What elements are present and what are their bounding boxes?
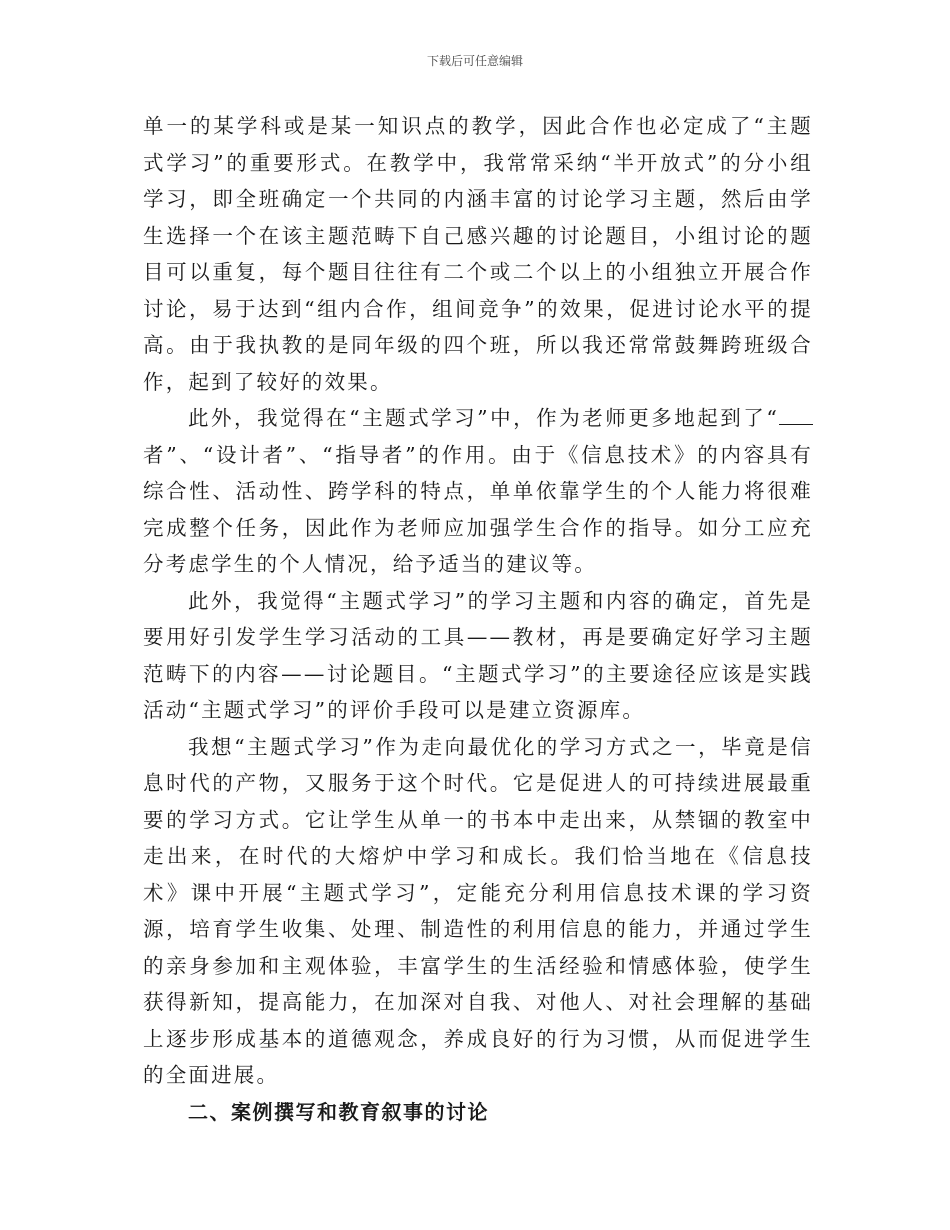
paragraph-2 xyxy=(143,400,813,583)
paragraph-3: 此外，我觉得“主题式学习”的学习主题和内容的确定，首先是要用好引发学生学习活动的工具——教材，再是要确定好学习主题范畴下的内容——讨论题目。“主题式学习”的主要途径应该是实践活动“主题式学习”的评价手段可以是建立资源库。 xyxy=(143,588,813,722)
paragraph-2-after-blank: 者”、“设计者”、“指导者”的作用。由于《信息技术》的内容具有综合性、活动性、跨学科的特点，单单依靠学生的个人能力将很难完成整个任务，因此作为老师应加强学生合作的指导。如分工应充分考虑学生的个人情况，给予适当的建议等。 xyxy=(143,442,813,576)
fill-in-blank xyxy=(779,408,813,425)
page-header: 下载后可任意编辑 xyxy=(426,54,523,68)
paragraph-4: 我想“主题式学习”作为走向最优化的学习方式之一，毕竟是信息时代的产物，又服务于这个时代。它是促进人的可持续进展最重要的学习方式。它让学生从单一的书本中走出来，从禁锢的教室中走出来，在时代的大熔炉中学习和成长。我们恰当地在《信息技术》课中开展“主题式学习”，定能充分利用信息技术课的学习资源，培育学生收集、处理、制造性的利用信息的能力，并通过学生的亲身参加和主观体验，丰富学生的生活经验和情感体验，使学生获得新知，提高能力，在加深对自我、对他人、对社会理解的基础上逐步形成基本的道德观念，养成良好的行为习惯，从而促进学生的全面进展。 xyxy=(143,734,813,1087)
paragraph-2-before-blank: 此外，我觉得在“主题式学习”中，作为老师更多地起到了“ xyxy=(188,406,779,430)
paragraph-1: 单一的某学科或是某一知识点的教学，因此合作也必定成了“主题式学习”的重要形式。在教学中，我常常采纳“半开放式”的分小组学习，即全班确定一个共同的内涵丰富的讨论学习主题，然后由学生选择一个在该主题范畴下自己感兴趣的讨论题目，小组讨论的题目可以重复，每个题目往往有二个或二个以上的小组独立开展合作讨论，易于达到“组内合作，组间竞争”的效果，促进讨论水平的提高。由于我执教的是同年级的四个班，所以我还常常鼓舞跨班级合作，起到了较好的效果。 xyxy=(143,114,813,394)
document-body xyxy=(143,108,813,1130)
section-heading: 二、案例撰写和教育叙事的讨论 xyxy=(188,1099,489,1124)
